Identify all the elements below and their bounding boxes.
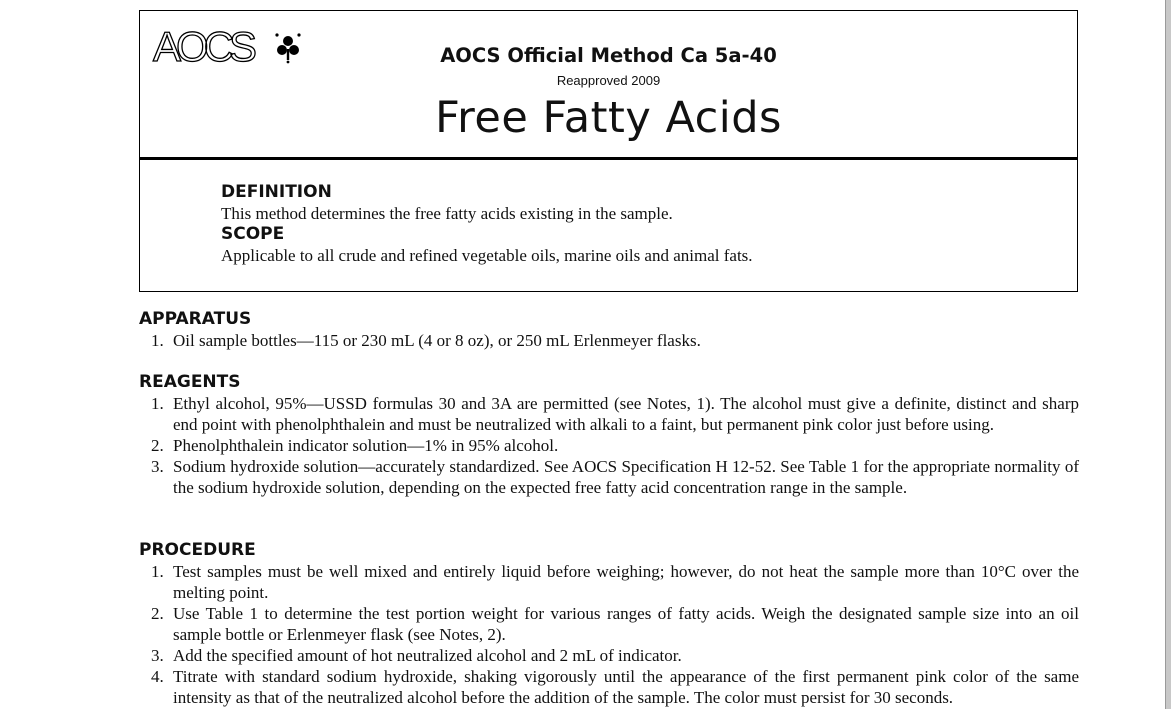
list-item	[139, 561, 1079, 603]
scope-heading: SCOPE	[221, 224, 285, 244]
aocs-logo-lettering: AOCS	[153, 25, 253, 69]
header-divider	[140, 157, 1077, 160]
item-number: 2.	[151, 604, 164, 623]
page-title: Free Fatty Acids	[435, 93, 782, 143]
item-text: Titrate with standard sodium hydroxide, shaking vigorously until the appearance of the first permanent pink color of the same intensity as that of the neutralized alcohol before the addition of the sample. The color must persist for 30 seconds.	[173, 667, 1079, 707]
reapproved-date: Reapproved 2009	[556, 73, 661, 88]
apparatus-heading: APPARATUS	[139, 309, 252, 329]
item-text: Add the specified amount of hot neutralized alcohol and 2 mL of indicator.	[173, 646, 682, 665]
item-text: Test samples must be well mixed and entirely liquid before weighing; however, do not heat the sample more than 10°C over the melting point.	[173, 562, 1079, 602]
list-item	[139, 393, 1079, 435]
item-number: 1.	[151, 331, 164, 350]
list-item	[139, 330, 1079, 351]
list-item	[139, 435, 1079, 456]
reagents-heading: REAGENTS	[139, 372, 241, 392]
list-item	[139, 456, 1079, 498]
viewer-page-edge	[1165, 0, 1171, 709]
scope-text: Applicable to all crude and refined vegetable oils, marine oils and animal fats.	[221, 246, 753, 265]
method-header-box	[139, 10, 1078, 292]
definition-scope-block	[221, 182, 1061, 266]
item-number: 4.	[151, 667, 164, 686]
item-text: Oil sample bottles—115 or 230 mL (4 or 8 oz), or 250 mL Erlenmeyer flasks.	[173, 331, 701, 350]
list-item	[139, 645, 1079, 666]
item-number: 3.	[151, 646, 164, 665]
definition-heading: DEFINITION	[221, 182, 332, 202]
item-number: 1.	[151, 394, 164, 413]
procedure-section	[139, 540, 1079, 708]
item-number: 3.	[151, 457, 164, 476]
procedure-heading: PROCEDURE	[139, 540, 256, 560]
procedure-list	[139, 561, 1079, 708]
item-text: Phenolphthalein indicator solution—1% in 95% alcohol.	[173, 436, 559, 455]
reagents-section	[139, 372, 1079, 498]
method-number-title: AOCS Official Method Ca 5a-40	[440, 44, 777, 67]
apparatus-section	[139, 309, 1079, 351]
item-text: Ethyl alcohol, 95%—USSD formulas 30 and 3A are permitted (see Notes, 1). The alcohol must give a definite, distinct and sharp end point with phenolphthalein and must be neutralized with alkali to a faint, but permanent pink color just before using.	[173, 394, 1079, 434]
item-text: Sodium hydroxide solution—accurately standardized. See AOCS Specification H 12-52. See Table 1 for the appropriate normality of the sodium hydroxide solution, depending on the expected free fatty acid concentration range in the sample.	[173, 457, 1079, 497]
reagents-list	[139, 393, 1079, 498]
list-item	[139, 603, 1079, 645]
item-number: 1.	[151, 562, 164, 581]
item-text: Use Table 1 to determine the test portion weight for various ranges of fatty acids. Weigh the designated sample size into an oil sample bottle or Erlenmeyer flask (see Notes, 2).	[173, 604, 1079, 644]
item-number: 2.	[151, 436, 164, 455]
apparatus-list	[139, 330, 1079, 351]
list-item	[139, 666, 1079, 708]
definition-text: This method determines the free fatty acids existing in the sample.	[221, 204, 673, 223]
